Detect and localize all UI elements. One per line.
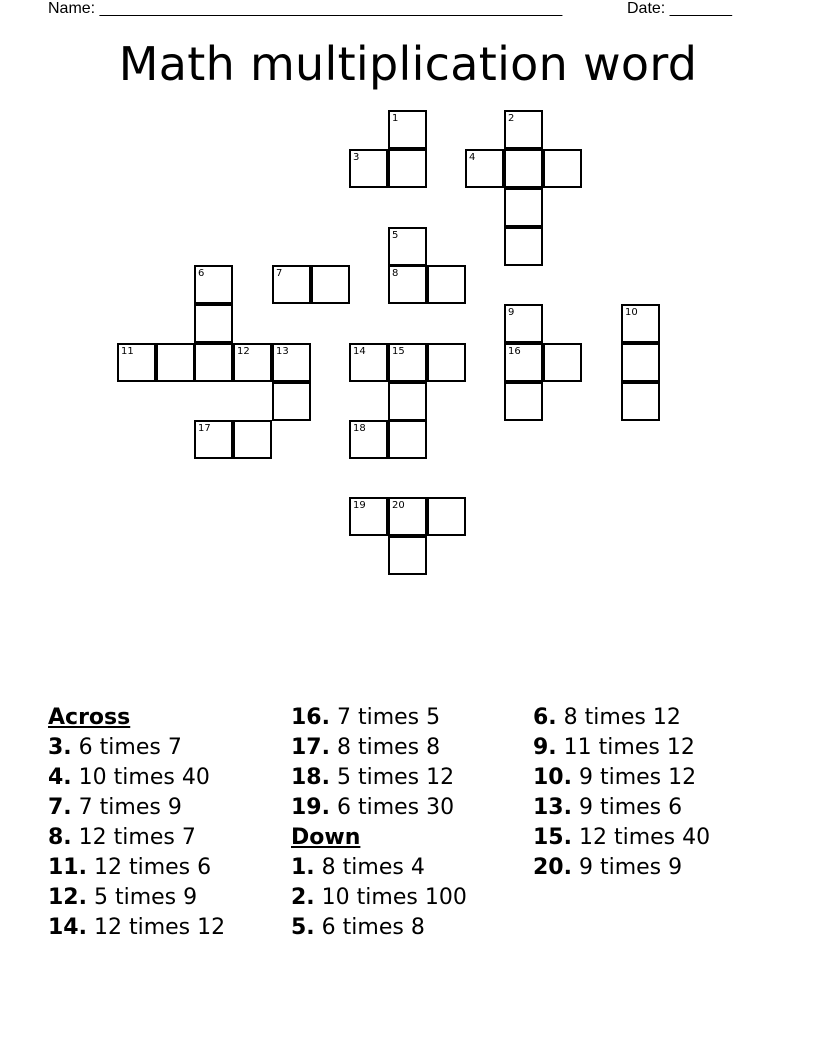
clue-item (291, 763, 531, 793)
clue-number: 20 (392, 500, 405, 511)
grid-cell[interactable] (388, 265, 427, 304)
grid-cell[interactable] (388, 497, 427, 536)
clue-number: 14. (48, 915, 87, 940)
page-title: Math multiplication word (118, 37, 698, 91)
grid-cell[interactable] (504, 227, 543, 266)
clue-item (533, 853, 773, 883)
clue-number: 9. (533, 735, 557, 760)
clue-number: 15. (533, 825, 572, 850)
clue-number: 8. (48, 825, 72, 850)
clue-text: 11 times 12 (563, 735, 695, 760)
clue-list (48, 703, 768, 963)
clue-number: 17. (291, 735, 330, 760)
grid-cell[interactable] (272, 265, 311, 304)
grid-cell[interactable] (272, 382, 311, 421)
clue-number: 12 (237, 346, 250, 357)
clue-number: 7. (48, 795, 72, 820)
clue-column (48, 703, 288, 943)
grid-cell[interactable] (233, 420, 272, 459)
grid-cell[interactable] (388, 343, 427, 382)
clue-item (48, 793, 288, 823)
clue-number: 10. (533, 765, 572, 790)
grid-cell[interactable] (194, 420, 233, 459)
clue-number: 6. (533, 705, 557, 730)
grid-cell[interactable] (388, 382, 427, 421)
clue-text: 12 times 12 (93, 915, 226, 940)
date-field[interactable]: Date: _______ (627, 0, 732, 17)
grid-cell[interactable] (427, 343, 466, 382)
clue-item (48, 853, 288, 883)
clue-text: 6 times 30 (336, 795, 455, 820)
grid-cell[interactable] (388, 110, 427, 149)
clue-text: 9 times 6 (578, 795, 683, 820)
clue-number: 14 (353, 346, 366, 357)
grid-cell[interactable] (427, 265, 466, 304)
clue-number: 11. (48, 855, 87, 880)
clue-text: 10 times 100 (321, 885, 467, 910)
clue-text: 7 times 5 (336, 705, 441, 730)
clue-item (533, 793, 773, 823)
clue-item (291, 913, 531, 943)
name-field[interactable]: Name: ____________________________________________________ (48, 0, 563, 17)
clue-number: 5 (392, 230, 399, 241)
clue-text: 10 times 40 (78, 765, 210, 790)
clue-number: 9 (508, 307, 515, 318)
clue-item (291, 793, 531, 823)
grid-cell[interactable] (504, 110, 543, 149)
grid-cell[interactable] (156, 343, 195, 382)
grid-cell[interactable] (388, 420, 427, 459)
clue-item (291, 733, 531, 763)
clue-number: 3. (48, 735, 72, 760)
clue-number: 16. (291, 705, 330, 730)
clue-number: 15 (392, 346, 405, 357)
grid-cell[interactable] (194, 343, 233, 382)
grid-cell[interactable] (465, 149, 504, 188)
clue-text: 8 times 12 (563, 705, 681, 730)
clue-text: 12 times 40 (578, 825, 711, 850)
clue-number: 19 (353, 500, 366, 511)
clue-number: 5. (291, 915, 315, 940)
clue-item (533, 703, 773, 733)
clue-item (291, 853, 531, 883)
clue-item (48, 883, 288, 913)
clue-column (291, 703, 531, 943)
clue-item (533, 763, 773, 793)
grid-cell[interactable] (349, 497, 388, 536)
clue-text: 7 times 9 (78, 795, 182, 820)
grid-cell[interactable] (194, 304, 233, 343)
grid-cell[interactable] (194, 265, 233, 304)
grid-cell[interactable] (504, 343, 543, 382)
clue-number: 11 (121, 346, 134, 357)
clue-number: 2. (291, 885, 315, 910)
grid-cell[interactable] (621, 304, 660, 343)
clue-item (291, 883, 531, 913)
clue-number: 10 (625, 307, 638, 318)
clue-item (291, 703, 531, 733)
grid-cell[interactable] (504, 149, 543, 188)
clue-number: 12. (48, 885, 87, 910)
clue-number: 6 (198, 268, 205, 279)
clue-number: 7 (276, 268, 283, 279)
grid-cell[interactable] (117, 343, 156, 382)
clue-item (48, 763, 288, 793)
clue-number: 4 (469, 152, 476, 163)
clue-number: 20. (533, 855, 572, 880)
clue-text: 6 times 8 (321, 915, 425, 940)
clue-item (533, 733, 773, 763)
clue-number: 8 (392, 268, 399, 279)
clue-text: 5 times 12 (336, 765, 455, 790)
grid-cell[interactable] (388, 149, 427, 188)
across-heading: Across (48, 705, 131, 730)
grid-cell[interactable] (349, 149, 388, 188)
grid-cell[interactable] (349, 420, 388, 459)
clue-item (48, 913, 288, 943)
grid-cell[interactable] (504, 382, 543, 421)
clue-text: 8 times 8 (336, 735, 441, 760)
clue-number: 18 (353, 423, 366, 434)
clue-text: 9 times 12 (578, 765, 697, 790)
clue-number: 16 (508, 346, 521, 357)
clue-text: 12 times 7 (78, 825, 196, 850)
clue-number: 13. (533, 795, 572, 820)
clue-text: 12 times 6 (93, 855, 212, 880)
grid-cell[interactable] (543, 149, 582, 188)
clue-number: 3 (353, 152, 360, 163)
clue-text: 5 times 9 (93, 885, 198, 910)
clue-text: 8 times 4 (321, 855, 425, 880)
clue-number: 13 (276, 346, 289, 357)
clue-number: 1 (392, 113, 399, 124)
clue-number: 18. (291, 765, 330, 790)
grid-cell[interactable] (349, 343, 388, 382)
clue-number: 1. (291, 855, 315, 880)
grid-cell[interactable] (388, 227, 427, 266)
clue-item (48, 733, 288, 763)
clue-number: 17 (198, 423, 211, 434)
clue-text: 6 times 7 (78, 735, 182, 760)
grid-cell[interactable] (388, 536, 427, 575)
grid-cell[interactable] (543, 343, 582, 382)
grid-cell[interactable] (621, 343, 660, 382)
grid-cell[interactable] (272, 343, 311, 382)
grid-cell[interactable] (621, 382, 660, 421)
grid-cell[interactable] (504, 304, 543, 343)
grid-cell[interactable] (427, 497, 466, 536)
clue-item (533, 823, 773, 853)
grid-cell[interactable] (311, 265, 350, 304)
down-heading: Down (291, 825, 361, 850)
grid-cell[interactable] (233, 343, 272, 382)
clue-item (48, 823, 288, 853)
clue-number: 4. (48, 765, 72, 790)
clue-number: 19. (291, 795, 330, 820)
grid-cell[interactable] (504, 188, 543, 227)
clue-text: 9 times 9 (578, 855, 683, 880)
clue-column (533, 703, 773, 883)
clue-number: 2 (508, 113, 515, 124)
